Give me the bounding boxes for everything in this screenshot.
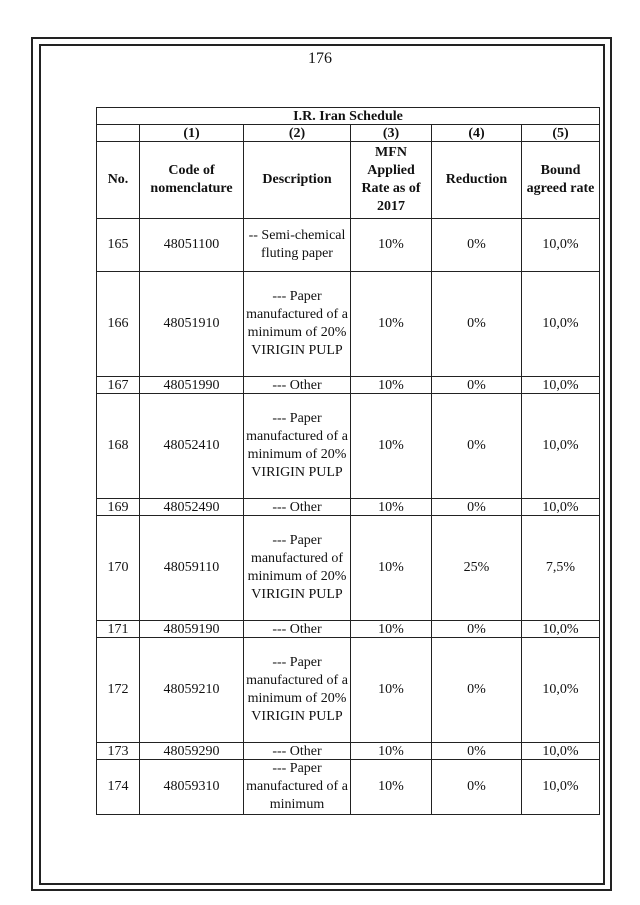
cell-description: --- Other [244, 499, 351, 516]
column-number: (4) [432, 125, 522, 142]
cell-code: 48059190 [140, 621, 244, 638]
cell-code: 48051100 [140, 219, 244, 272]
header-code: Code of nomenclature [140, 142, 244, 219]
header-mfn-rate: MFN Applied Rate as of 2017 [351, 142, 432, 219]
cell-bound: 10,0% [522, 394, 600, 499]
cell-no: 168 [97, 394, 140, 499]
table-row [97, 621, 600, 638]
cell-no: 172 [97, 638, 140, 743]
cell-no: 166 [97, 272, 140, 377]
cell-code: 48051910 [140, 272, 244, 377]
cell-bound: 10,0% [522, 638, 600, 743]
cell-description: -- Semi-chemical fluting paper [244, 219, 351, 272]
cell-mfn: 10% [351, 377, 432, 394]
column-number: (5) [522, 125, 600, 142]
cell-code: 48052410 [140, 394, 244, 499]
table-row [97, 394, 600, 499]
cell-code: 48059290 [140, 743, 244, 760]
table-row [97, 499, 600, 516]
cell-mfn: 10% [351, 638, 432, 743]
cell-description: --- Other [244, 743, 351, 760]
cell-code: 48051990 [140, 377, 244, 394]
cell-description: --- Other [244, 621, 351, 638]
table-row [97, 638, 600, 743]
cell-no: 171 [97, 621, 140, 638]
header-bound-rate: Bound agreed rate [522, 142, 600, 219]
table-row [97, 272, 600, 377]
cell-reduction: 0% [432, 394, 522, 499]
cell-description: --- Paper manufactured of a minimum [244, 760, 351, 815]
schedule-table [96, 107, 600, 815]
cell-no: 173 [97, 743, 140, 760]
cell-bound: 10,0% [522, 760, 600, 815]
header-description: Description [244, 142, 351, 219]
cell-reduction: 0% [432, 638, 522, 743]
column-number: (1) [140, 125, 244, 142]
cell-code: 48059110 [140, 516, 244, 621]
header-row [97, 142, 600, 219]
cell-bound: 10,0% [522, 743, 600, 760]
cell-mfn: 10% [351, 516, 432, 621]
cell-description: --- Paper manufactured of a minimum of 20% VIRIGIN PULP [244, 272, 351, 377]
cell-bound: 10,0% [522, 377, 600, 394]
cell-code: 48059210 [140, 638, 244, 743]
table-row [97, 743, 600, 760]
cell-description: --- Other [244, 377, 351, 394]
table-row [97, 377, 600, 394]
cell-mfn: 10% [351, 621, 432, 638]
cell-code: 48052490 [140, 499, 244, 516]
cell-bound: 10,0% [522, 499, 600, 516]
cell-no: 165 [97, 219, 140, 272]
cell-description: --- Paper manufactured of a minimum of 20% VIRIGIN PULP [244, 638, 351, 743]
cell-mfn: 10% [351, 219, 432, 272]
cell-reduction: 25% [432, 516, 522, 621]
table-row [97, 219, 600, 272]
cell-mfn: 10% [351, 760, 432, 815]
cell-reduction: 0% [432, 760, 522, 815]
cell-no: 167 [97, 377, 140, 394]
cell-description: --- Paper manufactured of a minimum of 20% VIRIGIN PULP [244, 394, 351, 499]
cell-bound: 10,0% [522, 219, 600, 272]
table-row [97, 516, 600, 621]
cell-mfn: 10% [351, 743, 432, 760]
cell-reduction: 0% [432, 621, 522, 638]
header-reduction: Reduction [432, 142, 522, 219]
cell-mfn: 10% [351, 499, 432, 516]
cell-description: --- Paper manufactured of minimum of 20% VIRIGIN PULP [244, 516, 351, 621]
cell-no: 170 [97, 516, 140, 621]
table-row [97, 760, 600, 815]
cell-bound: 10,0% [522, 272, 600, 377]
cell-reduction: 0% [432, 499, 522, 516]
column-number [97, 125, 140, 142]
cell-reduction: 0% [432, 219, 522, 272]
page-number: 176 [308, 50, 332, 67]
cell-no: 169 [97, 499, 140, 516]
column-number: (2) [244, 125, 351, 142]
cell-code: 48059310 [140, 760, 244, 815]
cell-no: 174 [97, 760, 140, 815]
cell-bound: 7,5% [522, 516, 600, 621]
cell-reduction: 0% [432, 377, 522, 394]
cell-reduction: 0% [432, 743, 522, 760]
cell-bound: 10,0% [522, 621, 600, 638]
table-title: I.R. Iran Schedule [97, 108, 600, 125]
column-number-row [97, 125, 600, 142]
column-number: (3) [351, 125, 432, 142]
cell-mfn: 10% [351, 394, 432, 499]
cell-mfn: 10% [351, 272, 432, 377]
header-no: No. [97, 142, 140, 219]
cell-reduction: 0% [432, 272, 522, 377]
